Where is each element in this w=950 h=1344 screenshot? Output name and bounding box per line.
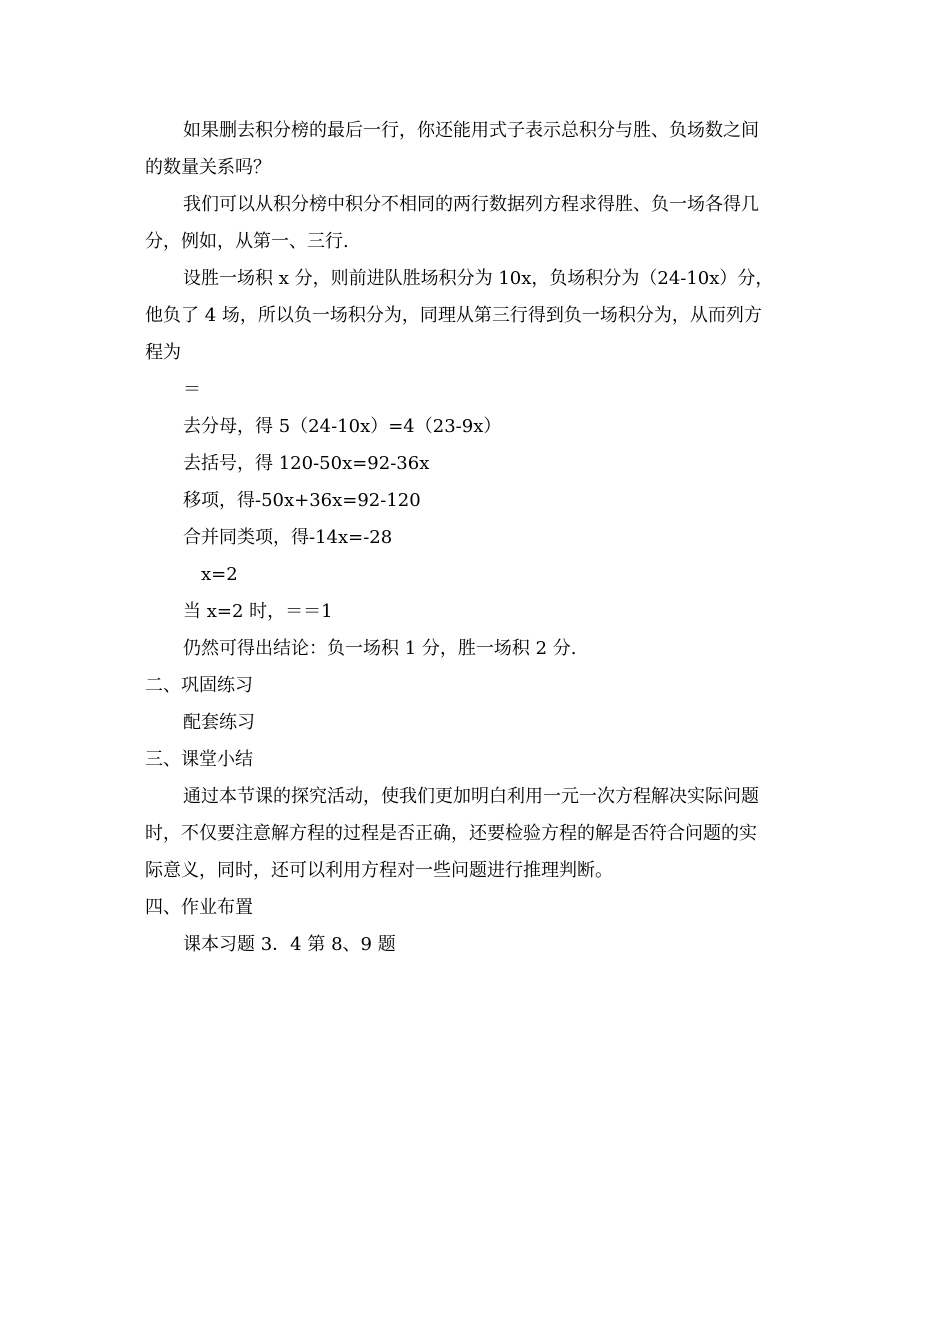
section-heading: 二、巩固练习 <box>145 675 253 696</box>
document-body <box>145 112 810 963</box>
paragraph-line: 程为 <box>145 342 181 363</box>
paragraph-line: 我们可以从积分榜中积分不相同的两行数据列方程求得胜、负一场各得几 <box>183 194 759 215</box>
paragraph-line: 设胜一场积 x 分，则前进队胜场积分为 10x，负场积分为（24-10x）分， <box>183 268 774 289</box>
paragraph-line: 如果删去积分榜的最后一行，你还能用式子表示总积分与胜、负场数之间 <box>183 120 759 141</box>
section-body: 际意义，同时，还可以利用方程对一些问题进行推理判断。 <box>145 860 613 881</box>
solution-step: 去分母，得 5（24-10x）=4（23-9x） <box>183 416 502 437</box>
paragraph-line: 的数量关系吗？ <box>145 157 271 178</box>
conclusion-line: 仍然可得出结论：负一场积 1 分，胜一场积 2 分. <box>183 638 577 659</box>
solution-step: 合并同类项，得-14x=-28 <box>183 527 393 548</box>
section-body: 课本习题 3．4 第 8、9 题 <box>183 934 396 955</box>
solution-step: x=2 <box>201 564 238 585</box>
paragraph-line: 他负了 4 场，所以负一场积分为，同理从第三行得到负一场积分为，从而列方 <box>145 305 762 326</box>
solution-step: 移项，得-50x+36x=92-120 <box>183 490 421 511</box>
section-heading: 四、作业布置 <box>145 897 253 918</box>
section-heading: 三、课堂小结 <box>145 749 253 770</box>
solution-step: 去括号，得 120-50x=92-36x <box>183 453 430 474</box>
section-body: 配套练习 <box>183 712 255 733</box>
paragraph-line: 分，例如，从第一、三行. <box>145 231 349 252</box>
section-body: 时，不仅要注意解方程的过程是否正确，还要检验方程的解是否符合问题的实 <box>145 823 757 844</box>
solution-step: 当 x=2 时，＝＝1 <box>183 601 333 622</box>
section-body: 通过本节课的探究活动，使我们更加明白利用一元一次方程解决实际问题 <box>183 786 759 807</box>
equation-line: ＝ <box>183 379 201 400</box>
